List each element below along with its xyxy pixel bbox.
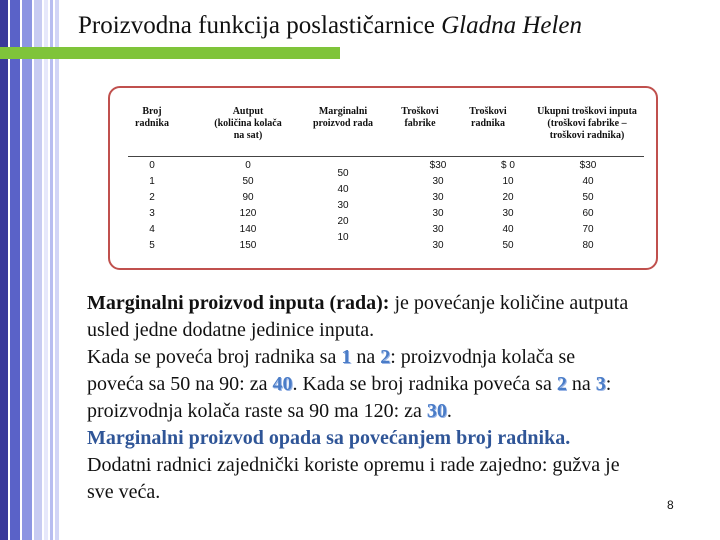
cell-output: 50 <box>242 176 254 187</box>
title-underline <box>0 47 340 59</box>
highlight-number: 40 <box>272 373 293 395</box>
table-header <box>122 106 650 154</box>
example-line-2 <box>87 371 712 398</box>
cell-total: 50 <box>582 192 594 203</box>
table-row <box>122 240 650 256</box>
production-table-frame <box>108 86 658 270</box>
text-span: Kada se poveća broj radnika sa <box>87 346 342 368</box>
cell-marginal: 40 <box>337 184 349 195</box>
highlight-number: 2 <box>556 373 567 395</box>
header-factory-costs: Troškovi fabrike <box>401 106 439 129</box>
cell-factory: 30 <box>432 176 444 187</box>
cell-marginal: 30 <box>337 200 349 211</box>
cell-workers: 3 <box>149 208 155 219</box>
cell-marginal: 20 <box>337 216 349 227</box>
decor-bar-5 <box>44 0 48 540</box>
highlight-number: 30 <box>426 400 447 422</box>
conclusion-line: Marginalni proizvod opada sa povećanjem broj radnika. <box>87 427 571 449</box>
cell-worker-cost: 30 <box>502 208 514 219</box>
text-span: : <box>605 373 612 395</box>
highlight-number: 2 <box>380 346 391 368</box>
cell-factory: 30 <box>432 208 444 219</box>
text-span: . Kada se broj radnika poveća sa <box>292 373 557 395</box>
text-span: na <box>566 373 596 395</box>
cell-worker-cost: 10 <box>502 176 514 187</box>
cell-total: 60 <box>582 208 594 219</box>
cell-factory: 30 <box>432 224 444 235</box>
decor-bar-2 <box>10 0 20 540</box>
cell-output: 140 <box>239 224 257 235</box>
decor-bar-3 <box>22 0 32 540</box>
decor-bar-4 <box>34 0 42 540</box>
cell-factory: 30 <box>432 240 444 251</box>
text-span: na <box>351 346 381 368</box>
cell-workers: 2 <box>149 192 155 203</box>
title-company: Gladna Helen <box>441 12 583 39</box>
production-table <box>122 106 650 251</box>
table-row <box>122 192 650 208</box>
header-output: Autput (količina kolača na sat) <box>214 106 282 141</box>
decor-bar-1 <box>0 0 8 540</box>
cell-factory: 30 <box>432 192 444 203</box>
cell-workers: 1 <box>149 176 155 187</box>
table-row <box>122 160 650 176</box>
text-span: proizvodnja kolača raste sa 90 ma 120: za <box>87 400 427 422</box>
decor-bar-6 <box>50 0 53 540</box>
cell-workers: 0 <box>149 160 155 171</box>
title-text: Proizvodna funkcija poslastičarnice <box>78 12 442 39</box>
cell-total: 70 <box>582 224 594 235</box>
page-number: 8 <box>667 498 674 512</box>
cell-factory: $30 <box>429 160 447 171</box>
cell-total: $30 <box>579 160 597 171</box>
cell-output: 90 <box>242 192 254 203</box>
cell-output: 120 <box>239 208 257 219</box>
text-span: poveća sa 50 na 90: za <box>87 373 273 395</box>
reason-line-2: sve veća. <box>87 481 161 503</box>
cell-marginal: 50 <box>337 168 349 179</box>
cell-workers: 4 <box>149 224 155 235</box>
definition-line-2: usled jedne dodatne jedinice inputa. <box>87 319 375 341</box>
cell-output: 0 <box>245 160 251 171</box>
header-total-costs: Ukupni troškovi inputa (troškovi fabrike – troškovi radnika) <box>537 106 637 141</box>
cell-output: 150 <box>239 240 257 251</box>
cell-total: 80 <box>582 240 594 251</box>
table-row <box>122 224 650 240</box>
text-span: . <box>446 400 452 422</box>
definition-line <box>87 290 712 317</box>
reason-line-1: Dodatni radnici zajednički koriste opremu i rade zajedno: gužva je <box>87 454 620 476</box>
table-row <box>122 208 650 224</box>
table-row <box>122 176 650 192</box>
cell-workers: 5 <box>149 240 155 251</box>
cell-total: 40 <box>582 176 594 187</box>
explanation-text <box>87 290 712 506</box>
highlight-number: 3 <box>595 373 606 395</box>
text-span: : proizvodnja kolača se <box>390 346 576 368</box>
header-rule <box>128 156 644 157</box>
example-line-3 <box>87 398 712 425</box>
cell-worker-cost: $ 0 <box>501 160 515 171</box>
definition-rest: je povećanje količine autputa <box>389 292 629 314</box>
cell-worker-cost: 20 <box>502 192 514 203</box>
cell-worker-cost: 40 <box>502 224 514 235</box>
highlight-number: 1 <box>341 346 352 368</box>
definition-term: Marginalni proizvod inputa (rada): <box>87 292 390 314</box>
header-worker-costs: Troškovi radnika <box>469 106 507 129</box>
cell-marginal: 10 <box>337 232 349 243</box>
slide-title <box>78 12 582 40</box>
example-line-1 <box>87 344 712 371</box>
header-workers: Broj radnika <box>135 106 169 129</box>
decor-bar-7 <box>55 0 59 540</box>
cell-worker-cost: 50 <box>502 240 514 251</box>
header-marginal: Marginalni proizvod rada <box>312 106 374 129</box>
